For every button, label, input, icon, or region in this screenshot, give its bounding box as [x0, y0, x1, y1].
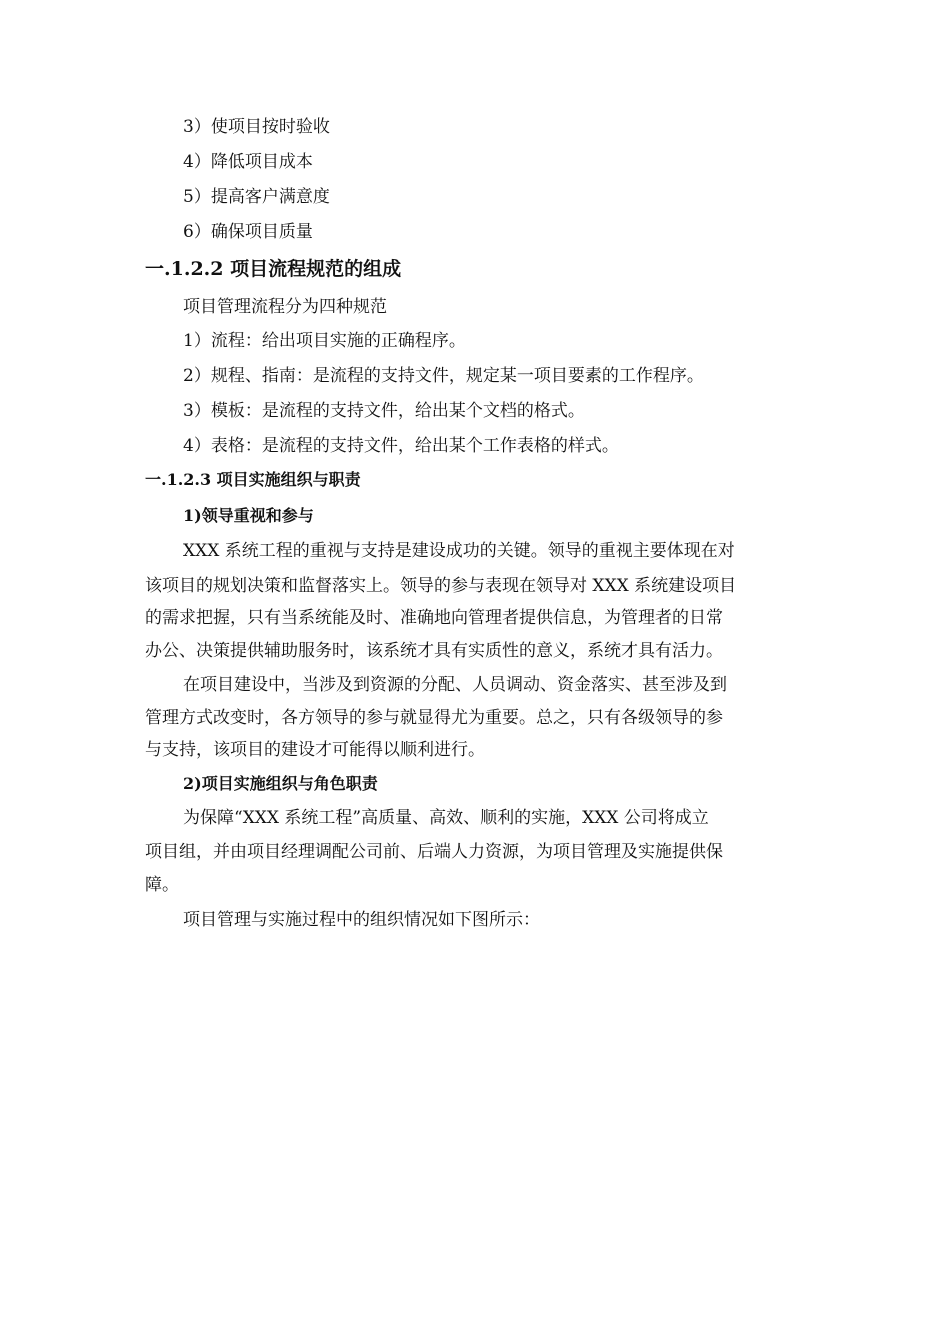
- paragraph-line: XXX 系统工程的重视与支持是建设成功的关键。领导的重视主要体现在对: [183, 541, 735, 561]
- list-item: 4）表格：是流程的支持文件，给出某个工作表格的样式。: [183, 436, 619, 456]
- list-item: 1）流程：给出项目实施的正确程序。: [183, 331, 466, 351]
- paragraph: 项目管理流程分为四种规范: [183, 297, 387, 317]
- list-item: 2）规程、指南：是流程的支持文件，规定某一项目要素的工作程序。: [183, 366, 704, 386]
- paragraph-line: 障。: [145, 875, 179, 895]
- paragraph-line: 为保障“XXX 系统工程”高质量、高效、顺利的实施，XXX 公司将成立: [183, 808, 709, 828]
- subsection-title: 1)领导重视和参与: [183, 506, 314, 525]
- paragraph-line: 办公、决策提供辅助服务时，该系统才具有实质性的意义，系统才具有活力。: [145, 641, 723, 661]
- paragraph-line: 该项目的规划决策和监督落实上。领导的参与表现在领导对 XXX 系统建设项目: [145, 576, 737, 596]
- list-item: 3）使项目按时验收: [183, 117, 330, 137]
- list-item: 4）降低项目成本: [183, 152, 313, 172]
- list-item: 3）模板：是流程的支持文件，给出某个文档的格式。: [183, 401, 585, 421]
- list-item: 5）提高客户满意度: [183, 187, 330, 207]
- subsection-title: 2)项目实施组织与角色职责: [183, 774, 378, 793]
- section-heading: 一.1.2.3 项目实施组织与职责: [145, 470, 361, 489]
- paragraph-line: 与支持，该项目的建设才可能得以顺利进行。: [145, 740, 485, 760]
- paragraph-line: 的需求把握，只有当系统能及时、准确地向管理者提供信息，为管理者的日常: [145, 608, 723, 628]
- paragraph: 项目管理与实施过程中的组织情况如下图所示：: [183, 910, 540, 930]
- list-item: 6）确保项目质量: [183, 222, 313, 242]
- paragraph-line: 在项目建设中，当涉及到资源的分配、人员调动、资金落实、甚至涉及到: [183, 675, 727, 695]
- section-heading: 一.1.2.2 项目流程规范的组成: [145, 258, 402, 280]
- paragraph-line: 项目组，并由项目经理调配公司前、后端人力资源，为项目管理及实施提供保: [145, 842, 723, 862]
- paragraph-line: 管理方式改变时，各方领导的参与就显得尤为重要。总之，只有各级领导的参: [145, 708, 723, 728]
